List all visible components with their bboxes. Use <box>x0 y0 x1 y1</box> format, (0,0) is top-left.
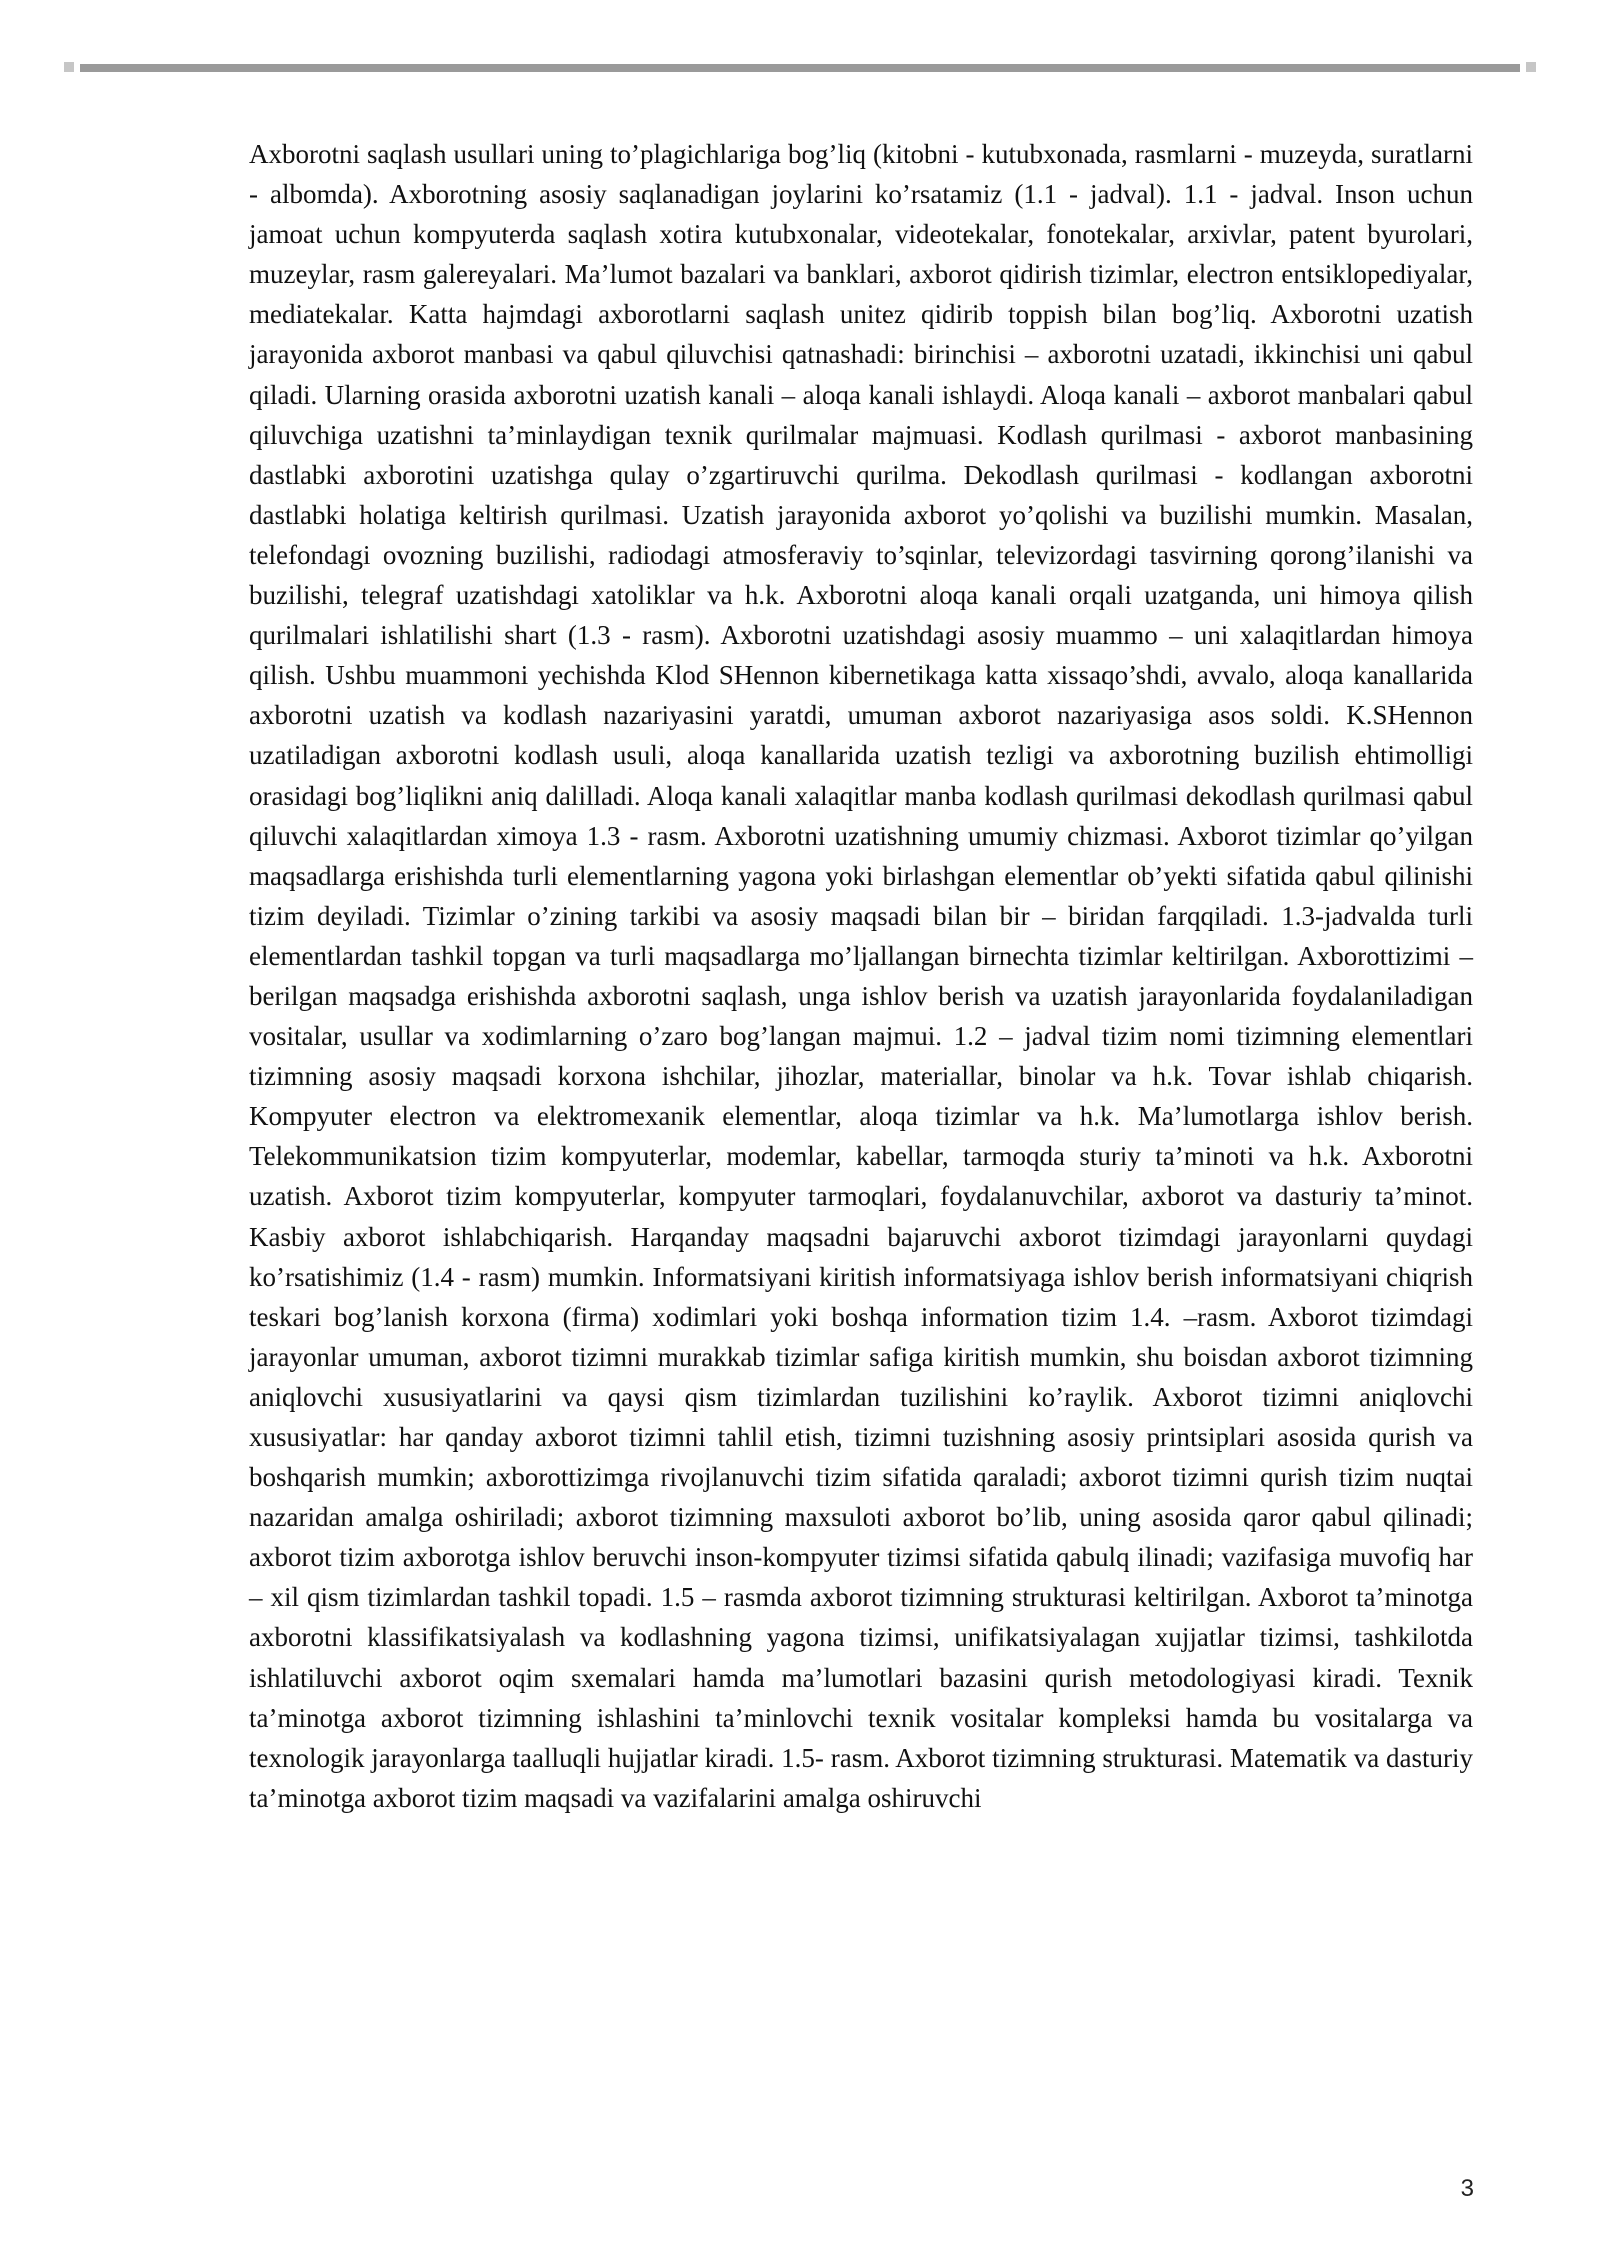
body-paragraph: Axborotni saqlash usullari uning to’plagichlariga bog’liq (kitobni - kutubxonada, rasmlarni - muzeyda, suratlarni - albomda). Axborotning asosiy saqlanadigan joylarini ko’rsatamiz (1.1 - jadval). 1.1 - jadval. Inson uchun jamoat uchun kompyuterda saqlash xotira kutubxonalar, videotekalar, fonotekalar, arxivlar, patent byurolari, muzeylar, rasm galereyalari. Ma’lumot bazalari va banklari, axborot qidirish tizimlar, electron entsiklopediyalar, mediatekalar. Katta hajmdagi axborotlarni saqlash unitez qidirib toppish bilan bog’liq. Axborotni uzatish jarayonida axborot manbasi va qabul qiluvchisi qatnashadi: birinchisi – axborotni uzatadi, ikkinchisi uni qabul qiladi. Ularning orasida axborotni uzatish kanali – aloqa kanali ishlaydi. Aloqa kanali – axborot manbalari qabul qiluvchiga uzatishni ta’minlaydigan texnik qurilmalar majmuasi. Kodlash qurilmasi - axborot manbasining dastlabki axborotini uzatishga qulay o’zgartiruvchi qurilma. Dekodlash qurilmasi - kodlangan axborotni dastlabki holatiga keltirish qurilmasi. Uzatish jarayonida axborot yo’qolishi va buzilishi mumkin. Masalan, telefondagi ovozning buzilishi, radiodagi atmosferaviy to’sqinlar, televizordagi tasvirning qorong’ilanishi va buzilishi, telegraf uzatishdagi xatoliklar va h.k. Axborotni aloqa kanali orqali uzatganda, uni himoya qilish qurilmalari ishlatilishi shart (1.3 - rasm). Axborotni uzatishdagi asosiy muammo – uni xalaqitlardan himoya qilish. Ushbu muammoni yechishda Klod SHennon kibernetikaga katta xissaqo’shdi, avvalo, aloqa kanallarida axborotni uzatish va kodlash nazariyasini yaratdi, umuman axborot nazariyasiga asos soldi. K.SHennon uzatiladigan axborotni kodlash usuli, aloqa kanallarida uzatish tezligi va axborotning buzilish ehtimolligi orasidagi bog’liqlikni aniq dalilladi. Aloqa kanali xalaqitlar manba kodlash qurilmasi dekodlash qurilmasi qabul qiluvchi xalaqitlardan ximoya 1.3 - rasm. Axborotni uzatishning umumiy chizmasi. Axborot tizimlar qo’yilgan maqsadlarga erishishda turli elementlarning yagona yoki birlashgan elementlar ob’yekti sifatida qabul qilinishi tizim deyiladi. Tizimlar o’zining tarkibi va asosiy maqsadi bilan bir – biridan farqqiladi. 1.3-jadvalda turli elementlardan tashkil topgan va turli maqsadlarga mo’ljallangan birnechta tizimlar keltirilgan. Axborottizimi – berilgan maqsadga erishishda axborotni saqlash, unga ishlov berish va uzatish jarayonlarida foydalaniladigan vositalar, usullar va xodimlarning o’zaro bog’langan majmui. 1.2 – jadval tizim nomi tizimning elementlari tizimning asosiy maqsadi korxona ishchilar, jihozlar, materiallar, binolar va h.k. Tovar ishlab chiqarish. Kompyuter electron va elektromexanik elementlar, aloqa tizimlar va h.k. Ma’lumotlarga ishlov berish. Telekommunikatsion tizim kompyuterlar, modemlar, kabellar, tarmoqda sturiy ta’minoti va h.k. Axborotni uzatish. Axborot tizim kompyuterlar, kompyuter tarmoqlari, foydalanuvchilar, axborot va dasturiy ta’minot. Kasbiy axborot ishlabchiqarish. Harqanday maqsadni bajaruvchi axborot tizimdagi jarayonlarni quydagi ko’rsatishimiz (1.4 - rasm) mumkin. Informatsiyani kiritish informatsiyaga ishlov berish informatsiyani chiqrish teskari bog’lanish korxona (firma) xodimlari yoki boshqa information tizim 1.4. –rasm. Axborot tizimdagi jarayonlar umuman, axborot tizimni murakkab tizimlar safiga kiritish mumkin, shu boisdan axborot tizimning aniqlovchi xususiyatlarini va qaysi qism tizimlardan tuzilishini ko’raylik. Axborot tizimni aniqlovchi xususiyatlar: har qanday axborot tizimni tahlil etish, tizimni tuzishning asosiy printsiplari asosida qurish va boshqarish mumkin; axborottizimga rivojlanuvchi tizim sifatida qaraladi; axborot tizimni qurish tizim nuqtai nazaridan amalga oshiriladi; axborot tizimning maxsuloti axborot bo’lib, uning asosida qaror qabul qilinadi; axborot tizim axborotga ishlov beruvchi inson-kompyuter tizimsi sifatida qabulq ilinadi; vazifasiga muvofiq har – xil qism tizimlardan tashkil topadi. 1.5 – rasmda axborot tizimning strukturasi keltirilgan. Axborot ta’minotga axborotni klassifikatsiyalash va kodlashning yagona tizimsi, unifikatsiyalagan xujjatlar tizimsi, tashkilotda ishlatiluvchi axborot oqim sxemalari hamda ma’lumotlari bazasini qurish metodologiyasi kiradi. Texnik ta’minotga axborot tizimning ishlashini ta’minlovchi texnik vositalar kompleksi hamda bu vositalarga va texnologik jarayonlarga taalluqli hujjatlar kiradi. 1.5- rasm. Axborot tizimning strukturasi. Matematik va dasturiy ta’minotga axborot tizim maqsadi va vazifalarini amalga oshiruvchi <box>249 139 1473 1813</box>
header-rule <box>80 64 1520 72</box>
page-number: 3 <box>1460 2175 1474 2202</box>
corner-mark-right <box>1526 62 1536 72</box>
corner-mark-left <box>64 62 74 72</box>
